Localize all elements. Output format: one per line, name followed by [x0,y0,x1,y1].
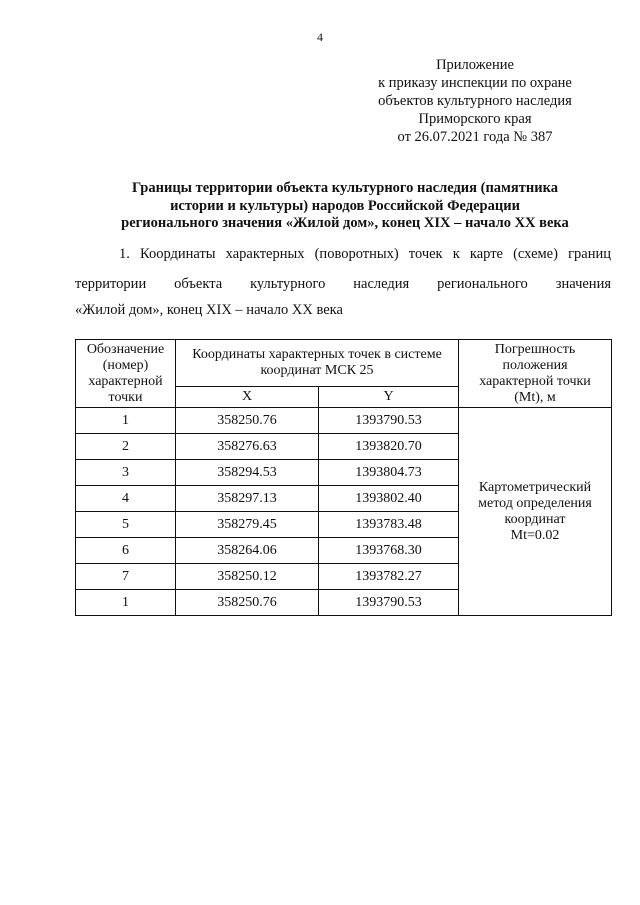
y-cell: 1393802.40 [319,486,459,512]
y-header: Y [319,387,459,408]
error-method-cell [459,408,612,616]
title-line: Границы территории объекта культурного наследия (памятника [131,180,558,196]
y-cell: 1393790.53 [319,408,459,434]
point-cell: 3 [76,460,176,486]
note-line: Mt=0.02 [510,527,560,543]
page-number: 4 [317,30,323,44]
header-line: (Mt), м [514,389,556,405]
header-line: характерной [88,373,163,389]
paragraph-line: «Жилой дом», конец XIX – начало XX века [75,302,343,318]
x-cell: 358250.76 [176,408,319,434]
y-cell: 1393820.70 [319,434,459,460]
appendix-line: от 26.07.2021 года № 387 [397,129,553,145]
paragraph-line: 1. Координаты характерных (поворотных) точек к карте (схеме) границ [119,246,611,262]
table-row [76,408,612,434]
header-line: Погрешность [494,341,576,357]
error-header [459,340,612,408]
x-cell: 358297.13 [176,486,319,512]
paragraph-line: территории объекта культурного наследия регионального значения [75,276,611,292]
appendix-line: Приложение [436,57,514,73]
appendix-line: Приморского края [418,111,532,127]
point-cell: 1 [76,590,176,616]
x-cell: 358294.53 [176,460,319,486]
note-line: метод определения [478,495,592,511]
coordinates-table [75,339,612,616]
x-cell: 358250.76 [176,590,319,616]
header-line: точки [108,389,143,405]
x-cell: 358279.45 [176,512,319,538]
note-line: Картометрический [478,479,592,495]
document-title [75,180,615,233]
x-cell: 358250.12 [176,564,319,590]
y-cell: 1393783.48 [319,512,459,538]
appendix-header [350,56,600,146]
title-line: истории и культуры) народов Российской Федерации [170,197,520,214]
y-cell: 1393768.30 [319,538,459,564]
x-cell: 358276.63 [176,434,319,460]
coordinates-header [176,340,459,387]
header-line: координат МСК 25 [260,363,374,378]
point-cell: 4 [76,486,176,512]
y-cell: 1393790.53 [319,590,459,616]
point-cell: 2 [76,434,176,460]
appendix-line: к приказу инспекции по охране [378,75,572,91]
point-cell: 7 [76,564,176,590]
point-cell: 1 [76,408,176,434]
appendix-line: объектов культурного наследия [378,93,572,109]
point-number-header [76,340,176,408]
header-line: Обозначение [86,341,165,357]
point-cell: 5 [76,512,176,538]
header-line: положения [502,357,568,373]
header-line: характерной точки [479,373,591,389]
y-cell: 1393804.73 [319,460,459,486]
point-cell: 6 [76,538,176,564]
y-cell: 1393782.27 [319,564,459,590]
x-cell: 358264.06 [176,538,319,564]
x-header: X [176,387,319,408]
note-line: координат [504,511,566,527]
header-line: (номер) [102,357,149,373]
title-line: регионального значения «Жилой дом», конец XIX – начало XX века [121,215,569,231]
header-line: Координаты характерных точек в системе [192,347,442,362]
